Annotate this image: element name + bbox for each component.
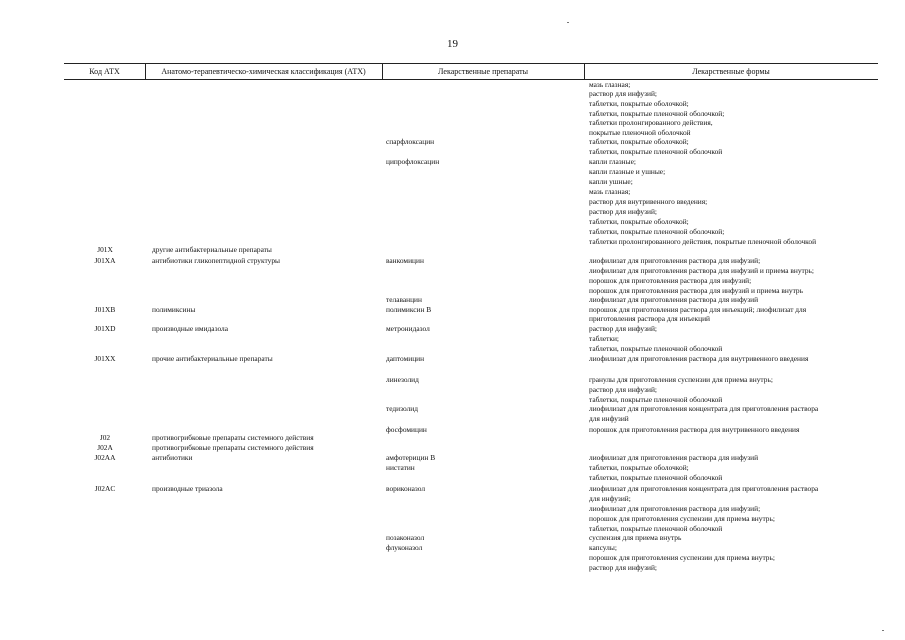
dosage-form: таблетки, покрытые оболочкой; [589,463,689,472]
dosage-form: лиофилизат для приготовления раствора для инфузий; [589,504,761,513]
atc-classification: полимиксины [152,305,196,314]
atc-code: J01XA [94,256,116,265]
drug-name: ванкомицин [386,256,424,265]
dosage-form: таблетки, покрытые пленочной оболочкой [589,147,723,156]
dosage-form: лиофилизат для приготовления концентрата для приготовления раствора [589,404,819,413]
dosage-form: для инфузий [589,414,629,423]
drug-name: позаконазол [386,533,425,542]
header-drugs: Лекарственные препараты [438,67,528,76]
dosage-form: лиофилизат для приготовления раствора для инфузий и приема внутрь; [589,266,814,275]
header-forms: Лекарственные формы [692,67,770,76]
drug-name: телаванцин [386,295,422,304]
dosage-form: покрытые пленочной оболочкой [589,128,691,137]
dosage-form: капсулы; [589,543,617,552]
dosage-form: для инфузий; [589,494,631,503]
header-classification: Анатомо-терапевтическо-химическая классификация (АТХ) [161,67,366,76]
atc-code: J02 [99,433,111,442]
header-top-rule [64,63,878,64]
dosage-form: порошок для приготовления суспензии для приема внутрь; [589,514,775,523]
dosage-form: таблетки пролонгированного действия, [589,118,713,127]
dosage-form: таблетки, покрытые оболочкой; [589,217,689,226]
dosage-form: капли ушные; [589,177,633,186]
atc-code: J02AA [94,453,116,462]
dosage-form: лиофилизат для приготовления раствора для инфузий [589,453,759,462]
scan-speck [882,630,884,631]
dosage-form: гранулы для приготовления суспензии для приема внутрь; [589,375,773,384]
drug-name: даптомицин [386,354,425,363]
dosage-form: лиофилизат для приготовления раствора для внутривенного введения [589,354,809,363]
dosage-form: лиофилизат для приготовления раствора для инфузий [589,295,759,304]
atc-code: J01X [97,245,113,254]
dosage-form: таблетки, покрытые пленочной оболочкой [589,344,723,353]
atc-code: J01XX [94,354,116,363]
dosage-form: таблетки, покрытые пленочной оболочкой [589,473,723,482]
drug-name: ципрофлоксацин [386,157,440,166]
atc-code: J01XB [94,305,116,314]
atc-code: J02AC [94,484,116,493]
atc-code: J01XD [94,324,116,333]
dosage-form: порошок для приготовления раствора для инфузий и приема внутрь [589,286,803,295]
atc-classification: прочие антибактериальные препараты [152,354,273,363]
dosage-form: суспензия для приема внутрь [589,533,682,542]
dosage-form: мазь глазная; [589,187,631,196]
dosage-form: лиофилизат для приготовления раствора для инфузий; [589,256,761,265]
atc-classification: противогрибковые препараты системного действия [152,443,314,452]
dosage-form: таблетки, покрытые оболочкой; [589,99,689,108]
drug-name: линезолид [386,375,419,384]
dosage-form: порошок для приготовления суспензии для приема внутрь; [589,553,775,562]
dosage-form: таблетки, покрытые оболочкой; [589,137,689,146]
dosage-form: раствор для инфузий; [589,563,657,572]
drug-name: флуконазол [386,543,423,552]
dosage-form: таблетки, покрытые пленочной оболочкой [589,395,723,404]
dosage-form: порошок для приготовления раствора для инъекций; лиофилизат для [589,305,807,314]
dosage-form: раствор для инфузий; [589,324,657,333]
atc-code: J02A [97,443,113,452]
page-number: 19 [447,38,458,50]
dosage-form: мазь глазная; [589,80,631,89]
drug-name: спарфлоксацин [386,137,435,146]
dosage-form: раствор для инфузий; [589,89,657,98]
atc-classification: антибиотики гликопептидной структуры [152,256,280,265]
dosage-form: раствор для инфузий; [589,207,657,216]
dosage-form: раствор для инфузий; [589,385,657,394]
drug-name: метронидазол [386,324,430,333]
drug-name: нистатин [386,463,415,472]
dosage-form: капли глазные; [589,157,636,166]
dosage-form: таблетки, покрытые пленочной оболочкой; [589,227,725,236]
dosage-form: капли глазные и ушные; [589,167,666,176]
atc-classification: антибиотики [152,453,193,462]
dosage-form: порошок для приготовления раствора для внутривенного введения [589,425,800,434]
dosage-form: таблетки, покрытые пленочной оболочкой; [589,109,725,118]
atc-classification: производные имидазола [152,324,229,333]
drug-name: вориконазол [386,484,426,493]
drug-name: амфотерицин В [386,453,436,462]
drug-name: полимиксин В [386,305,432,314]
header-code: Код АТХ [89,67,120,76]
atc-classification: другие антибактериальные препараты [152,245,272,254]
dosage-form: лиофилизат для приготовления концентрата для приготовления раствора [589,484,819,493]
scan-speck [567,22,569,23]
drug-name: тедизолид [386,404,419,413]
atc-classification: производные триазола [152,484,223,493]
dosage-form: таблетки, покрытые пленочной оболочкой [589,524,723,533]
atc-classification: противогрибковые препараты системного действия [152,433,314,442]
dosage-form: порошок для приготовления раствора для инфузий; [589,276,752,285]
dosage-form: раствор для внутривенного введения; [589,197,708,206]
dosage-form: таблетки пролонгированного действия, покрытые пленочной оболочкой [589,237,817,246]
dosage-form: таблетки; [589,334,619,343]
header-bottom-rule [64,79,878,80]
dosage-form: приготовления раствора для инъекций [589,314,711,323]
drug-name: фосфомицин [386,425,427,434]
